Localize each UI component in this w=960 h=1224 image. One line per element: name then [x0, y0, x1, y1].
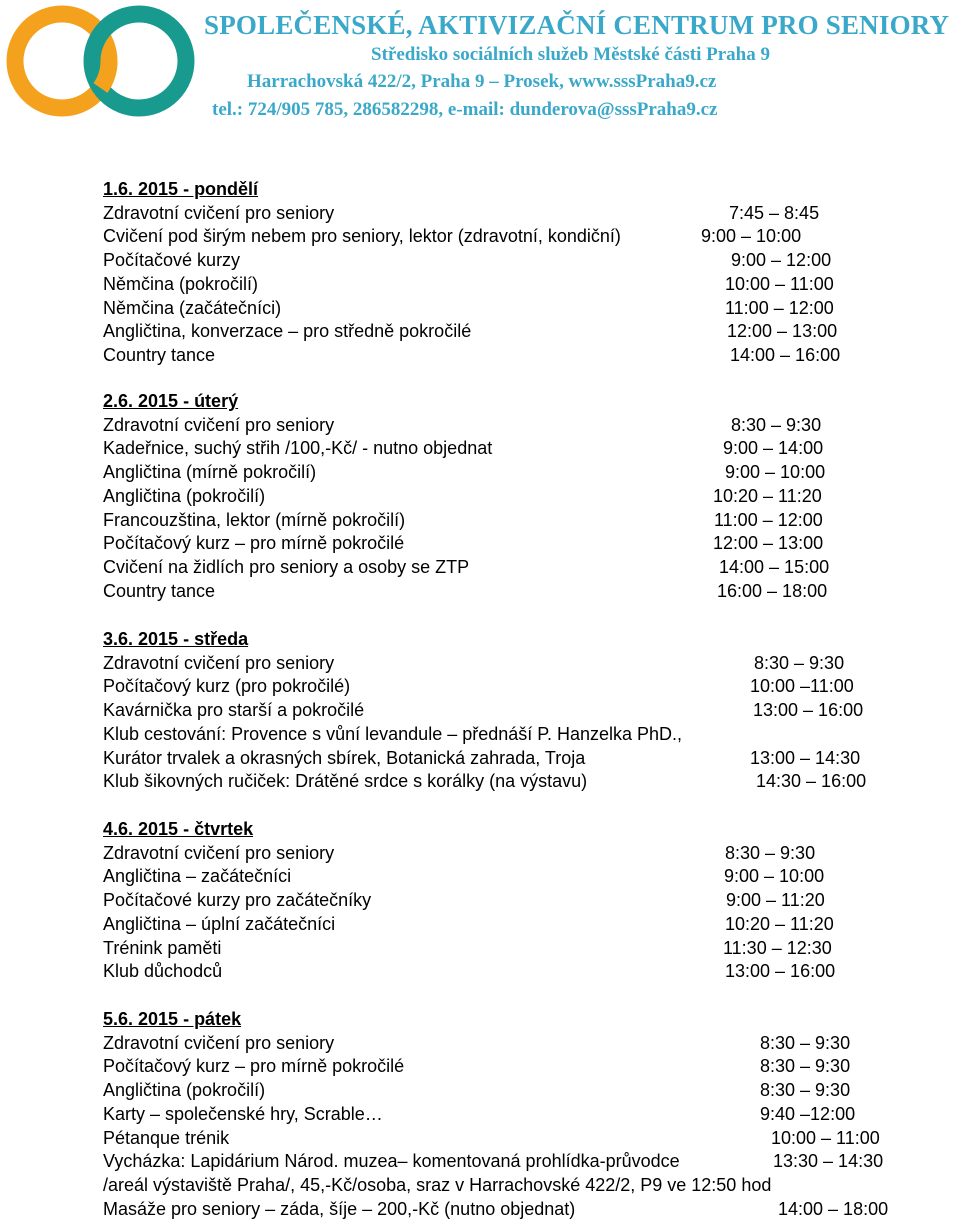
- activity-time: 10:00 – 11:00: [725, 273, 834, 294]
- activity-name: Zdravotní cvičení pro seniory: [103, 652, 335, 673]
- activity-name: Zdravotní cvičení pro seniory: [103, 414, 335, 435]
- activity-time: 9:00 – 10:00: [725, 462, 826, 483]
- schedule-item: [103, 1055, 933, 1077]
- schedule-item: [103, 960, 933, 982]
- activity-time: 9:00 – 10:00: [701, 226, 802, 247]
- schedule-item: [103, 1079, 933, 1101]
- activity-time: 9:40 –12:00: [760, 1103, 856, 1124]
- schedule-item: [103, 273, 933, 295]
- schedule-item: [103, 1150, 933, 1172]
- activity-name: Angličtina – úplní začátečníci: [103, 913, 336, 934]
- activity-time: 14:00 – 18:00: [778, 1198, 889, 1219]
- activity-name: Počítačový kurz – pro mírně pokročilé: [103, 533, 405, 554]
- activity-time: 8:30 – 9:30: [760, 1032, 851, 1053]
- schedule-item: [103, 842, 933, 864]
- activity-time: 8:30 – 9:30: [731, 414, 822, 435]
- schedule-item: [103, 532, 933, 554]
- activity-time: 14:00 – 15:00: [719, 556, 830, 577]
- activity-name: Němčina (začátečníci): [103, 297, 282, 318]
- activity-time: 10:20 – 11:20: [725, 913, 834, 934]
- schedule-item: [103, 297, 933, 319]
- schedule-item: [103, 699, 933, 721]
- schedule-item: [103, 485, 933, 507]
- activity-time: 11:00 – 12:00: [725, 297, 834, 318]
- activity-name: Zdravotní cvičení pro seniory: [103, 842, 335, 863]
- schedule-item: [103, 865, 933, 887]
- schedule-item: [103, 437, 933, 459]
- activity-name: /areál výstaviště Praha/, 45,-Kč/osoba, sraz v Harrachovské 422/2, P9 ve 12:50 hod: [103, 1174, 772, 1195]
- schedule-item: [103, 1174, 933, 1196]
- org-contact: tel.: 724/905 785, 286582298, e-mail: dunderova@sssPraha9.cz: [212, 99, 718, 120]
- schedule-item: [103, 1103, 933, 1125]
- org-address: Harrachovská 422/2, Praha 9 – Prosek, www.sssPraha9.cz: [247, 71, 717, 92]
- activity-name: Francouzština, lektor (mírně pokročilí): [103, 509, 406, 530]
- schedule-item: [103, 414, 933, 436]
- activity-time: 8:30 – 9:30: [760, 1056, 851, 1077]
- schedule-item: [103, 320, 933, 342]
- activity-time: 8:30 – 9:30: [760, 1080, 851, 1101]
- activity-name: Počítačové kurzy: [103, 250, 241, 271]
- activity-name: Počítačové kurzy pro začátečníky: [103, 890, 372, 911]
- activity-name: Zdravotní cvičení pro seniory: [103, 202, 335, 223]
- activity-time: 12:00 – 13:00: [713, 533, 824, 554]
- activity-name: Angličtina (pokročilí): [103, 1080, 266, 1101]
- activity-time: 11:30 – 12:30: [723, 937, 832, 958]
- activity-name: Angličtina, konverzace – pro středně pokročilé: [103, 321, 472, 342]
- schedule-item: [103, 461, 933, 483]
- activity-name: Zdravotní cvičení pro seniory: [103, 1032, 335, 1053]
- schedule-item: [103, 937, 933, 959]
- activity-name: Angličtina (mírně pokročilí): [103, 462, 317, 483]
- activity-time: 10:00 –11:00: [750, 676, 854, 697]
- activity-time: 7:45 – 8:45: [729, 202, 820, 223]
- schedule-item: [103, 1198, 933, 1220]
- day-heading: 2.6. 2015 - úterý: [103, 391, 239, 411]
- schedule-item: [103, 913, 933, 935]
- schedule-item: [103, 1032, 933, 1054]
- schedule-item: [103, 556, 933, 578]
- activity-time: 16:00 – 18:00: [717, 580, 828, 601]
- schedule-item: [103, 225, 933, 247]
- activity-name: Kadeřnice, suchý střih /100,-Kč/ - nutno objednat: [103, 438, 493, 459]
- activity-time: 9:00 – 10:00: [724, 866, 825, 887]
- org-title: SPOLEČENSKÉ, AKTIVIZAČNÍ CENTRUM PRO SENIORY: [204, 10, 950, 40]
- activity-name: Klub cestování: Provence s vůní levandule – přednáší P. Hanzelka PhD.,: [103, 723, 683, 744]
- day-heading: 4.6. 2015 - čtvrtek: [103, 819, 254, 839]
- activity-name: Cvičení na židlích pro seniory a osoby se ZTP: [103, 556, 470, 577]
- activity-name: Trénink paměti: [103, 937, 222, 958]
- activity-time: 8:30 – 9:30: [725, 842, 816, 863]
- activity-time: 10:00 – 11:00: [771, 1127, 880, 1148]
- activity-name: Country tance: [103, 344, 216, 365]
- activity-time: 8:30 – 9:30: [754, 652, 845, 673]
- activity-name: Cvičení pod širým nebem pro seniory, lektor (zdravotní, kondiční): [103, 226, 621, 247]
- activity-time: 14:00 – 16:00: [730, 344, 841, 365]
- activity-name: Počítačový kurz (pro pokročilé): [103, 676, 351, 697]
- activity-time: 9:00 – 11:20: [726, 890, 825, 911]
- schedule-item: [103, 889, 933, 911]
- schedule-item: [103, 344, 933, 366]
- activity-time: 10:20 – 11:20: [713, 485, 822, 506]
- schedule-item: [103, 249, 933, 271]
- activity-name: Pétanque trénik: [103, 1127, 230, 1148]
- activity-name: Angličtina – začátečníci: [103, 866, 292, 887]
- activity-name: Karty – společenské hry, Scrable…: [103, 1103, 383, 1124]
- day-heading: 1.6. 2015 - pondělí: [103, 179, 259, 199]
- schedule-item: [103, 723, 933, 745]
- activity-time: 13:00 – 14:30: [750, 747, 861, 768]
- schedule-item: [103, 675, 933, 697]
- schedule-item: [103, 747, 933, 769]
- day-heading: 5.6. 2015 - pátek: [103, 1009, 242, 1029]
- activity-name: Kurátor trvalek a okrasných sbírek, Botanická zahrada, Troja: [103, 747, 586, 768]
- schedule-item: [103, 770, 933, 792]
- activity-time: 14:30 – 16:00: [756, 771, 867, 792]
- activity-time: 13:30 – 14:30: [773, 1151, 884, 1172]
- schedule-item: [103, 1127, 933, 1149]
- org-subtitle: Středisko sociálních služeb Městské části Praha 9: [371, 44, 770, 65]
- schedule-item: [103, 509, 933, 531]
- activity-name: Němčina (pokročilí): [103, 273, 259, 294]
- activity-time: 12:00 – 13:00: [727, 321, 838, 342]
- activity-time: 13:00 – 16:00: [725, 961, 836, 982]
- activity-name: Angličtina (pokročilí): [103, 485, 266, 506]
- activity-time: 13:00 – 16:00: [753, 700, 864, 721]
- activity-name: Country tance: [103, 580, 216, 601]
- schedule-item: [103, 580, 933, 602]
- schedule-item: [103, 202, 933, 224]
- activity-time: 11:00 – 12:00: [714, 509, 823, 530]
- activity-name: Klub důchodců: [103, 961, 223, 982]
- schedule-item: [103, 652, 933, 674]
- activity-name: Vycházka: Lapidárium Národ. muzea– komentovaná prohlídka-průvodce: [103, 1151, 680, 1172]
- activity-name: Masáže pro seniory – záda, šíje – 200,-Kč (nutno objednat): [103, 1198, 576, 1219]
- activity-name: Klub šikovných ručiček: Drátěné srdce s korálky (na výstavu): [103, 771, 588, 792]
- activity-name: Kavárnička pro starší a pokročilé: [103, 700, 365, 721]
- activity-name: Počítačový kurz – pro mírně pokročilé: [103, 1056, 405, 1077]
- activity-time: 9:00 – 14:00: [723, 438, 824, 459]
- day-heading: 3.6. 2015 - středa: [103, 629, 249, 649]
- activity-time: 9:00 – 12:00: [731, 250, 832, 271]
